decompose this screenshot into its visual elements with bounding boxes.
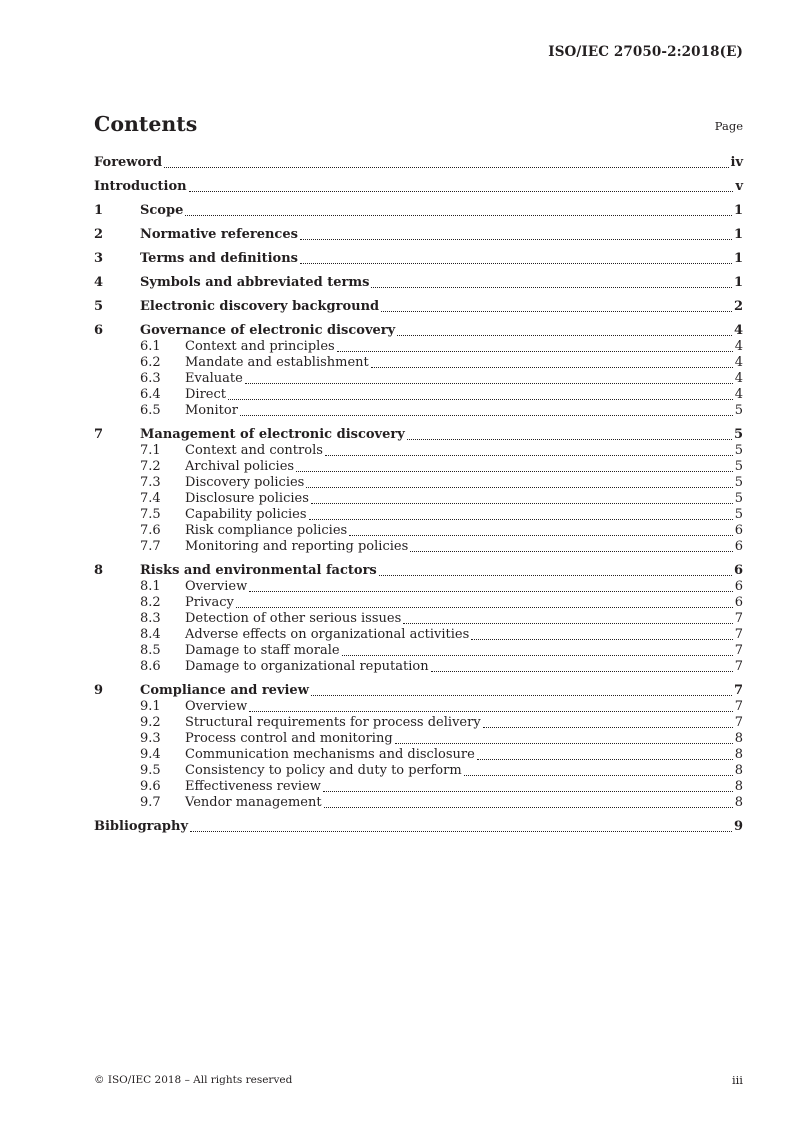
toc-entry[interactable] xyxy=(94,627,743,643)
toc-leader-dots xyxy=(381,311,732,312)
toc-entry-title: Compliance and review xyxy=(140,683,309,698)
toc-entry[interactable] xyxy=(94,715,743,731)
toc-entry-number: 8.6 xyxy=(140,659,161,674)
toc-entry-title: Context and principles xyxy=(185,339,335,354)
toc-entry-title: Electronic discovery background xyxy=(140,299,380,314)
toc-leader-dots xyxy=(483,727,733,728)
toc-leader-dots xyxy=(407,439,732,440)
toc-entry-title: Evaluate xyxy=(185,371,243,386)
toc-entry-number: 8.4 xyxy=(140,627,161,642)
toc-entry[interactable] xyxy=(94,443,743,459)
toc-entry-title: Risks and environmental factors xyxy=(140,563,377,578)
toc-leader-dots xyxy=(189,191,734,192)
toc-entry-title: Normative references xyxy=(140,227,298,242)
toc-leader-dots xyxy=(311,503,733,504)
toc-entry-page: 6 xyxy=(734,579,743,594)
toc-entry-page: 8 xyxy=(734,731,743,746)
toc-entry-number: 9.4 xyxy=(140,747,161,762)
toc-entry-page: 5 xyxy=(734,507,743,522)
toc-leader-dots xyxy=(164,167,728,168)
toc-entry-number: 6.1 xyxy=(140,339,161,354)
toc-leader-dots xyxy=(323,791,733,792)
toc-leader-dots xyxy=(431,671,733,672)
toc-entry-page: 4 xyxy=(734,339,743,354)
toc-leader-dots xyxy=(395,743,733,744)
toc-entry-title: Archival policies xyxy=(185,459,295,474)
toc-entry-title: Symbols and abbreviated terms xyxy=(140,275,370,290)
toc-entry-title: Overview xyxy=(185,699,248,714)
toc-leader-dots xyxy=(324,807,733,808)
toc-entry-page: 1 xyxy=(733,227,743,242)
toc-entry[interactable] xyxy=(94,203,743,219)
toc-entry-number: 7.2 xyxy=(140,459,161,474)
toc-entry-title: Risk compliance policies xyxy=(185,523,348,538)
toc-entry[interactable] xyxy=(94,507,743,523)
toc-entry-page: 5 xyxy=(734,459,743,474)
toc-entry-title: Scope xyxy=(140,203,184,218)
toc-entry-number: 2 xyxy=(94,227,104,242)
toc-entry-title: Consistency to policy and duty to perform xyxy=(185,763,462,778)
toc-entry-number: 8 xyxy=(94,563,104,578)
toc-entry-page: 8 xyxy=(734,795,743,810)
toc-entry-number: 6.5 xyxy=(140,403,161,418)
toc-entry-page: 7 xyxy=(734,699,743,714)
toc-entry[interactable] xyxy=(94,355,743,371)
copyright-notice: © ISO/IEC 2018 – All rights reserved xyxy=(94,1074,293,1086)
toc-entry[interactable] xyxy=(94,179,743,195)
toc-entry-number: 9.7 xyxy=(140,795,161,810)
toc-entry-page: 7 xyxy=(734,659,743,674)
toc-entry-page: 7 xyxy=(734,643,743,658)
toc-entry-title: Bibliography xyxy=(94,819,189,834)
toc-entry-number: 5 xyxy=(94,299,104,314)
toc-entry[interactable] xyxy=(94,747,743,763)
toc-leader-dots xyxy=(236,607,733,608)
toc-entry-title: Management of electronic discovery xyxy=(140,427,405,442)
toc-entry-number: 6.2 xyxy=(140,355,161,370)
toc-entry-page: 6 xyxy=(734,539,743,554)
toc-entry-title: Effectiveness review xyxy=(185,779,321,794)
toc-entry[interactable] xyxy=(94,731,743,747)
toc-entry[interactable] xyxy=(94,491,743,507)
page-title: Contents xyxy=(94,112,198,136)
toc-entry-number: 6 xyxy=(94,323,104,338)
toc-entry[interactable] xyxy=(94,563,743,579)
toc-entry-page: 5 xyxy=(734,475,743,490)
toc-entry[interactable] xyxy=(94,819,743,835)
toc-leader-dots xyxy=(349,535,733,536)
toc-entry[interactable] xyxy=(94,779,743,795)
toc-entry[interactable] xyxy=(94,763,743,779)
toc-entry-number: 9 xyxy=(94,683,104,698)
toc-entry-page: 6 xyxy=(733,563,743,578)
toc-leader-dots xyxy=(300,263,732,264)
toc-entry-page: 7 xyxy=(734,611,743,626)
toc-entry-number: 1 xyxy=(94,203,104,218)
toc-entry-number: 4 xyxy=(94,275,104,290)
toc-entry-page: 7 xyxy=(734,715,743,730)
toc-entry-page: 5 xyxy=(733,427,743,442)
toc-leader-dots xyxy=(342,655,733,656)
toc-entry-title: Context and controls xyxy=(185,443,323,458)
toc-entry-page: 4 xyxy=(734,371,743,386)
toc-leader-dots xyxy=(249,591,732,592)
toc-entry-number: 8.5 xyxy=(140,643,161,658)
toc-entry-number: 3 xyxy=(94,251,104,266)
toc-leader-dots xyxy=(379,575,732,576)
toc-leader-dots xyxy=(397,335,732,336)
toc-entry-title: Discovery policies xyxy=(185,475,305,490)
toc-leader-dots xyxy=(403,623,732,624)
toc-entry-title: Overview xyxy=(185,579,248,594)
toc-entry[interactable] xyxy=(94,227,743,243)
toc-entry[interactable] xyxy=(94,427,743,443)
toc-entry-page: 2 xyxy=(733,299,743,314)
toc-entry-number: 9.5 xyxy=(140,763,161,778)
toc-entry-number: 6.4 xyxy=(140,387,161,402)
toc-leader-dots xyxy=(471,639,732,640)
toc-entry-title: Terms and definitions xyxy=(140,251,298,266)
toc-entry-title: Vendor management xyxy=(185,795,322,810)
toc-entry[interactable] xyxy=(94,523,743,539)
toc-entry-title: Damage to staff morale xyxy=(185,643,340,658)
toc-entry-number: 6.3 xyxy=(140,371,161,386)
toc-entry-number: 8.1 xyxy=(140,579,161,594)
toc-leader-dots xyxy=(296,471,733,472)
toc-entry[interactable] xyxy=(94,475,743,491)
toc-entry-page: 4 xyxy=(734,355,743,370)
toc-entry-number: 9.1 xyxy=(140,699,161,714)
toc-entry-page: 7 xyxy=(734,627,743,642)
toc-entry-number: 9.3 xyxy=(140,731,161,746)
page-column-label: Page xyxy=(714,119,743,133)
toc-entry-title: Monitoring and reporting policies xyxy=(185,539,409,554)
toc-entry-title: Capability policies xyxy=(185,507,307,522)
toc-leader-dots xyxy=(311,695,732,696)
toc-entry-title: Detection of other serious issues xyxy=(185,611,402,626)
toc-entry-page: 4 xyxy=(733,323,743,338)
toc-entry-number: 9.2 xyxy=(140,715,161,730)
toc-entry[interactable] xyxy=(94,539,743,555)
toc-leader-dots xyxy=(306,487,732,488)
toc-entry-page: 1 xyxy=(733,203,743,218)
toc-leader-dots xyxy=(245,383,733,384)
toc-entry[interactable] xyxy=(94,387,743,403)
toc-leader-dots xyxy=(228,399,733,400)
toc-entry-title: Governance of electronic discovery xyxy=(140,323,396,338)
toc-entry[interactable] xyxy=(94,683,743,699)
toc-entry-page: 8 xyxy=(734,779,743,794)
toc-entry-title: Communication mechanisms and disclosure xyxy=(185,747,475,762)
toc-entry-title: Introduction xyxy=(94,179,187,194)
toc-entry[interactable] xyxy=(94,459,743,475)
toc-entry-title: Disclosure policies xyxy=(185,491,309,506)
toc-entry-page: 5 xyxy=(734,491,743,506)
toc-entry-title: Process control and monitoring xyxy=(185,731,393,746)
document-id: ISO/IEC 27050-2:2018(E) xyxy=(548,44,743,60)
toc-entry[interactable] xyxy=(94,643,743,659)
toc-entry[interactable] xyxy=(94,155,743,171)
toc-entry[interactable] xyxy=(94,611,743,627)
toc-leader-dots xyxy=(309,519,733,520)
toc-entry-page: 6 xyxy=(734,523,743,538)
toc-entry[interactable] xyxy=(94,339,743,355)
toc-entry-page: 7 xyxy=(733,683,743,698)
toc-entry-title: Privacy xyxy=(185,595,234,610)
table-of-contents xyxy=(94,155,743,835)
toc-entry-title: Damage to organizational reputation xyxy=(185,659,429,674)
toc-entry-page: 5 xyxy=(734,443,743,458)
toc-entry-number: 7.3 xyxy=(140,475,161,490)
toc-entry-title: Adverse effects on organizational activities xyxy=(185,627,470,642)
toc-entry-number: 7.5 xyxy=(140,507,161,522)
toc-leader-dots xyxy=(249,711,732,712)
toc-entry[interactable] xyxy=(94,579,743,595)
toc-leader-dots xyxy=(337,351,733,352)
toc-leader-dots xyxy=(371,367,733,368)
toc-entry-page: 1 xyxy=(733,275,743,290)
toc-entry-page: 5 xyxy=(734,403,743,418)
toc-entry-number: 7.7 xyxy=(140,539,161,554)
toc-entry-page: v xyxy=(735,179,743,194)
toc-entry-number: 7 xyxy=(94,427,104,442)
toc-leader-dots xyxy=(464,775,733,776)
toc-entry-title: Direct xyxy=(185,387,226,402)
toc-entry[interactable] xyxy=(94,323,743,339)
toc-entry[interactable] xyxy=(94,251,743,267)
toc-leader-dots xyxy=(190,831,732,832)
toc-entry[interactable] xyxy=(94,595,743,611)
toc-leader-dots xyxy=(325,455,733,456)
toc-entry-number: 7.6 xyxy=(140,523,161,538)
toc-entry-page: 4 xyxy=(734,387,743,402)
toc-entry-title: Monitor xyxy=(185,403,238,418)
toc-leader-dots xyxy=(410,551,732,552)
toc-entry-page: 9 xyxy=(733,819,743,834)
toc-entry-page: 8 xyxy=(734,763,743,778)
toc-leader-dots xyxy=(477,759,733,760)
toc-entry[interactable] xyxy=(94,371,743,387)
toc-entry-number: 8.2 xyxy=(140,595,161,610)
toc-entry-page: 6 xyxy=(734,595,743,610)
toc-entry[interactable] xyxy=(94,403,743,419)
toc-entry[interactable] xyxy=(94,659,743,675)
toc-entry-page: 8 xyxy=(734,747,743,762)
toc-entry[interactable] xyxy=(94,299,743,315)
toc-leader-dots xyxy=(371,287,731,288)
page-number: iii xyxy=(731,1073,743,1087)
toc-entry-title: Foreword xyxy=(94,155,163,170)
toc-entry-page: iv xyxy=(730,155,743,170)
toc-leader-dots xyxy=(240,415,733,416)
toc-entry-number: 9.6 xyxy=(140,779,161,794)
toc-leader-dots xyxy=(185,215,732,216)
toc-entry[interactable] xyxy=(94,699,743,715)
toc-leader-dots xyxy=(300,239,732,240)
toc-entry-number: 7.1 xyxy=(140,443,161,458)
toc-entry[interactable] xyxy=(94,275,743,291)
toc-entry-title: Mandate and establishment xyxy=(185,355,369,370)
toc-entry-number: 7.4 xyxy=(140,491,161,506)
toc-entry-page: 1 xyxy=(733,251,743,266)
toc-entry-title: Structural requirements for process delivery xyxy=(185,715,481,730)
toc-entry[interactable] xyxy=(94,795,743,811)
toc-entry-number: 8.3 xyxy=(140,611,161,626)
